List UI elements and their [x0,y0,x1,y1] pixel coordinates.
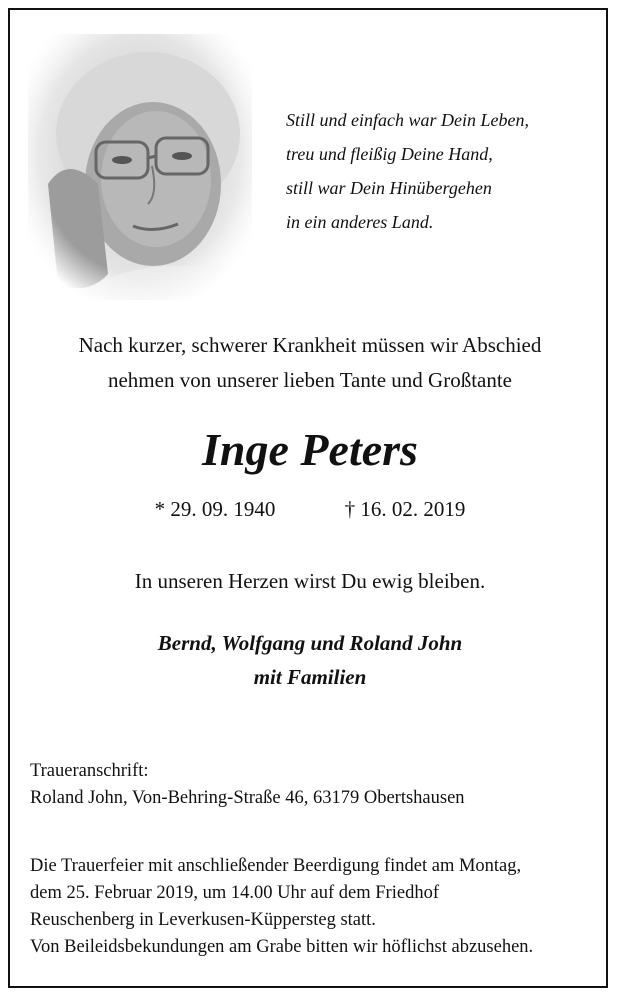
ceremony-line: Reuschenberg in Leverkusen-Küppersteg statt. [30,910,376,930]
birth-date: * 29. 09. 1940 [154,497,276,521]
life-dates [0,494,620,524]
deceased-name: Inge Peters [202,424,418,475]
address-heading: Traueranschrift: [30,761,149,781]
funeral-notice [30,853,600,961]
poem-line: Still und einfach war Dein Leben, [286,110,529,130]
death-date: † 16. 02. 2019 [344,497,466,521]
ceremony-line: Von Beileidsbekundungen am Grabe bitten wir höflichst abzusehen. [30,937,534,957]
intro-line: nehmen von unserer lieben Tante und Großtante [107,368,512,392]
intro-text [0,328,620,398]
poem-line: treu und fleißig Deine Hand, [286,144,493,164]
family-signature [0,626,620,694]
poem [286,103,586,239]
poem-line: in ein anderes Land. [286,212,434,232]
motto: In unseren Herzen wirst Du ewig bleiben. [134,569,486,593]
intro-line: Nach kurzer, schwerer Krankheit müssen wir Abschied [78,333,542,357]
portrait-illustration [28,34,252,300]
ceremony-line: dem 25. Februar 2019, um 14.00 Uhr auf dem Friedhof [30,883,439,903]
ceremony-line: Die Trauerfeier mit anschließender Beerdigung findet am Montag, [30,856,522,876]
mourning-address [30,758,600,812]
portrait-photo [28,34,252,300]
family-line: Bernd, Wolfgang und Roland John [157,631,463,655]
address-text: Roland John, Von-Behring-Straße 46, 63179 Obertshausen [30,788,465,808]
family-line: mit Familien [253,665,367,689]
poem-line: still war Dein Hinübergehen [286,178,492,198]
